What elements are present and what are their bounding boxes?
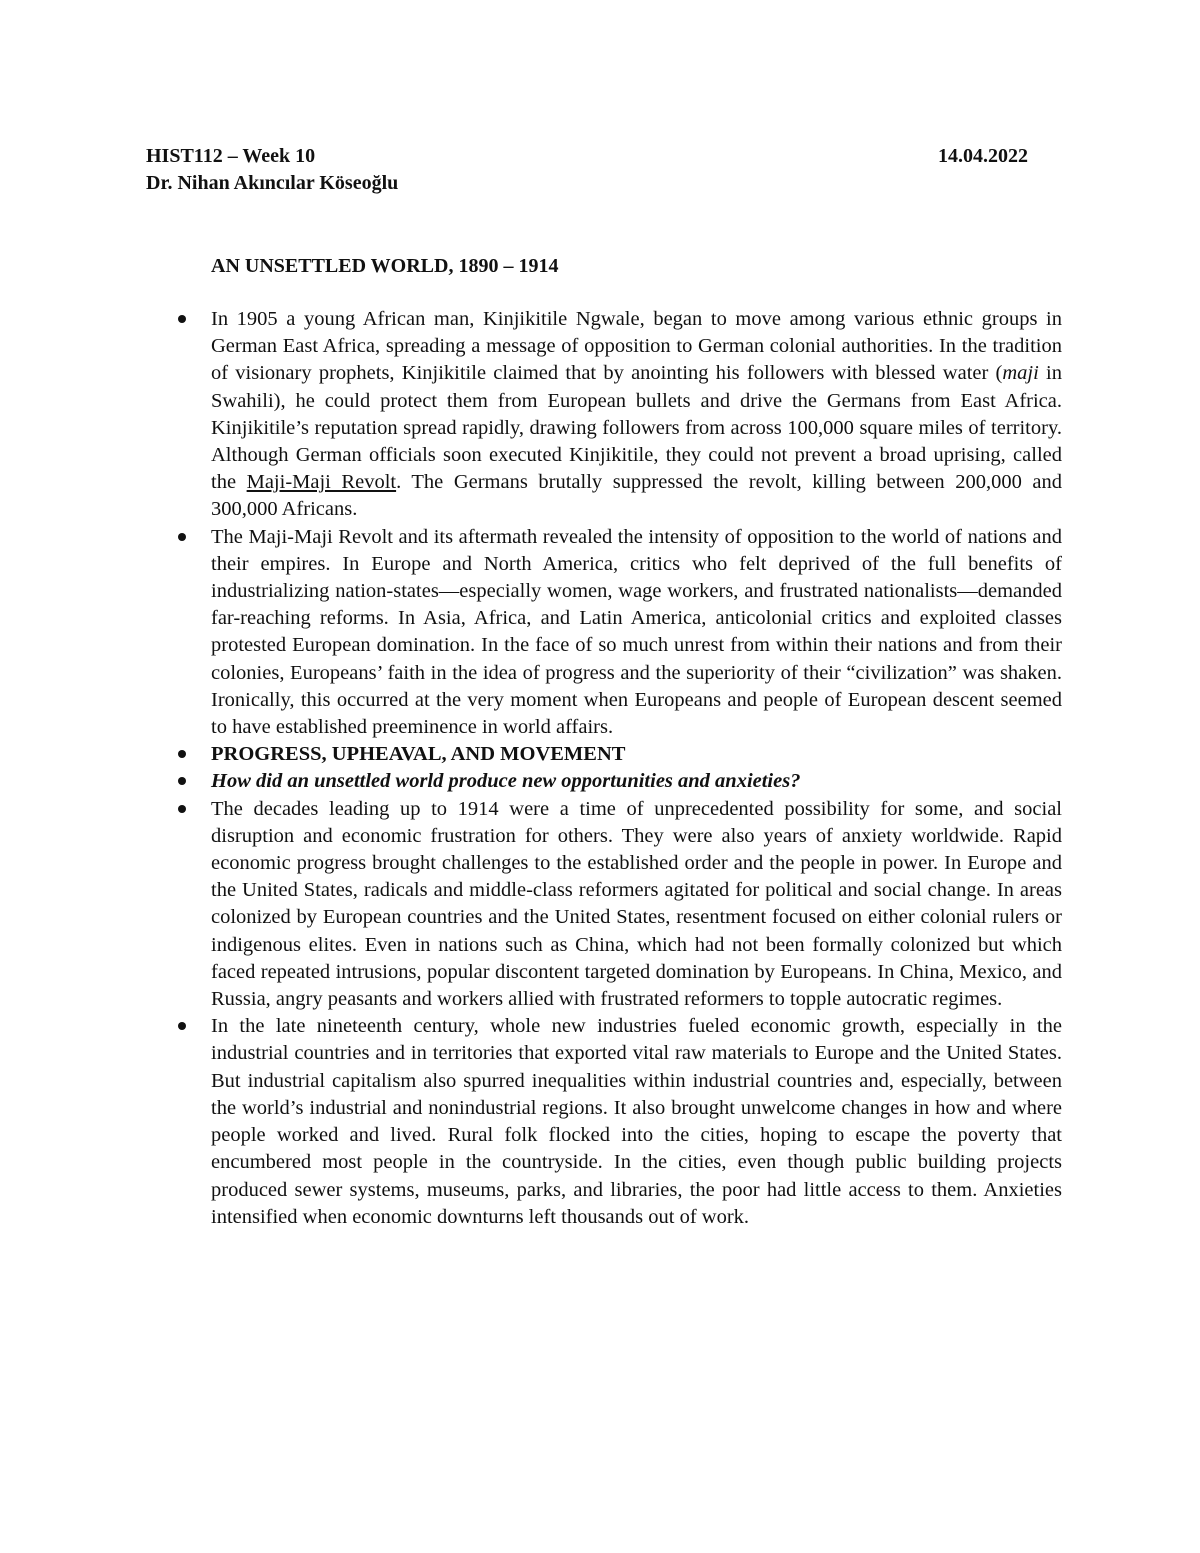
list-item bbox=[211, 796, 1062, 1014]
document-header bbox=[146, 143, 1028, 169]
emphasis-term: maji bbox=[1002, 362, 1039, 385]
bullet-icon bbox=[178, 777, 186, 785]
list-item bbox=[211, 768, 1062, 795]
bullet-icon bbox=[178, 1022, 186, 1030]
instructor-name: Dr. Nihan Akıncılar Köseoğlu bbox=[146, 172, 399, 194]
section-heading: PROGRESS, UPHEAVAL, AND MOVEMENT bbox=[211, 743, 626, 766]
paragraph-text: The decades leading up to 1914 were a time of unprecedented possibility for some, and social disruption and economic frustration for others. They were also years of anxiety worldwide. Rapid economic progress brought challenges to the established order and the people in power. In Europe and the United States, radicals and middle-class reformers agitated for political and social change. In areas colonized by European countries and the United States, resentment focused on either colonial rulers or indigenous elites. Even in nations such as China, which had not been formally colonized but which faced repeated intrusions, popular discontent targeted domination by Europeans. In China, Mexico, and Russia, angry peasants and workers allied with frustrated reformers to topple autocratic regimes. bbox=[211, 797, 1062, 1011]
paragraph-text: . The Germans brutally suppressed the revolt, killing between 200,000 and 300,000 Africans. bbox=[211, 471, 1063, 521]
list-item bbox=[211, 524, 1062, 742]
notes-list bbox=[0, 306, 1200, 1231]
list-item bbox=[211, 1013, 1062, 1231]
bullet-icon bbox=[178, 805, 186, 813]
document-date: 14.04.2022 bbox=[938, 145, 1028, 167]
underlined-term: Maji-Maji Revolt bbox=[246, 471, 397, 494]
bullet-icon bbox=[178, 750, 186, 758]
paragraph-text: In the late nineteenth century, whole new industries fueled economic growth, especially in the industrial countries and in territories that exported vital raw materials to Europe and the United States. But industrial capitalism also spurred inequalities within industrial countries and, especially, between the world’s industrial and nonindustrial regions. It also brought unwelcome changes in how and where people worked and lived. Rural folk flocked into the cities, hoping to escape the poverty that encumbered most people in the countryside. In the cities, even though public building projects produced sewer systems, museums, parks, and libraries, the poor had little access to them. Anxieties intensified when economic downturns left thousands out of work. bbox=[211, 1015, 1062, 1228]
paragraph-text: In 1905 a young African man, Kinjikitile Ngwale, began to move among various ethnic groups in German East Africa, spreading a message of opposition to German colonial authorities. In the tradition of visionary prophets, Kinjikitile claimed that by anointing his followers with blessed water ( bbox=[211, 308, 1062, 385]
page-title: AN UNSETTLED WORLD, 1890 – 1914 bbox=[211, 255, 559, 277]
list-item bbox=[211, 306, 1062, 524]
paragraph-text: The Maji-Maji Revolt and its aftermath revealed the intensity of opposition to the world of nations and their empires. In Europe and North America, critics who felt deprived of the full benefits of industrializing nation-states—especially women, wage workers, and frustrated nationalists—demanded far-reaching reforms. In Asia, Africa, and Latin America, anticolonial critics and exploited classes protested European domination. In the face of so much unrest from within their nations and from their colonies, Europeans’ faith in the idea of progress and the superiority of their “civilization” was shaken. Ironically, this occurred at the very moment when Europeans and people of European descent seemed to have established preeminence in world affairs. bbox=[211, 525, 1062, 739]
section-question: How did an unsettled world produce new opportunities and anxieties? bbox=[211, 770, 801, 793]
course-week-label: HIST112 – Week 10 bbox=[146, 145, 316, 167]
bullet-icon bbox=[178, 533, 186, 541]
bullet-icon bbox=[178, 315, 186, 323]
paragraph-text: in Swahili), he could protect them from European bullets and drive the Germans from East Africa. Kinjikitile’s reputation spread rapidly, drawing followers from across 100,000 square miles of territory. Although German officials soon executed Kinjikitile, they could not prevent a broad uprising, called the bbox=[211, 362, 1063, 494]
list-item bbox=[211, 741, 1062, 768]
